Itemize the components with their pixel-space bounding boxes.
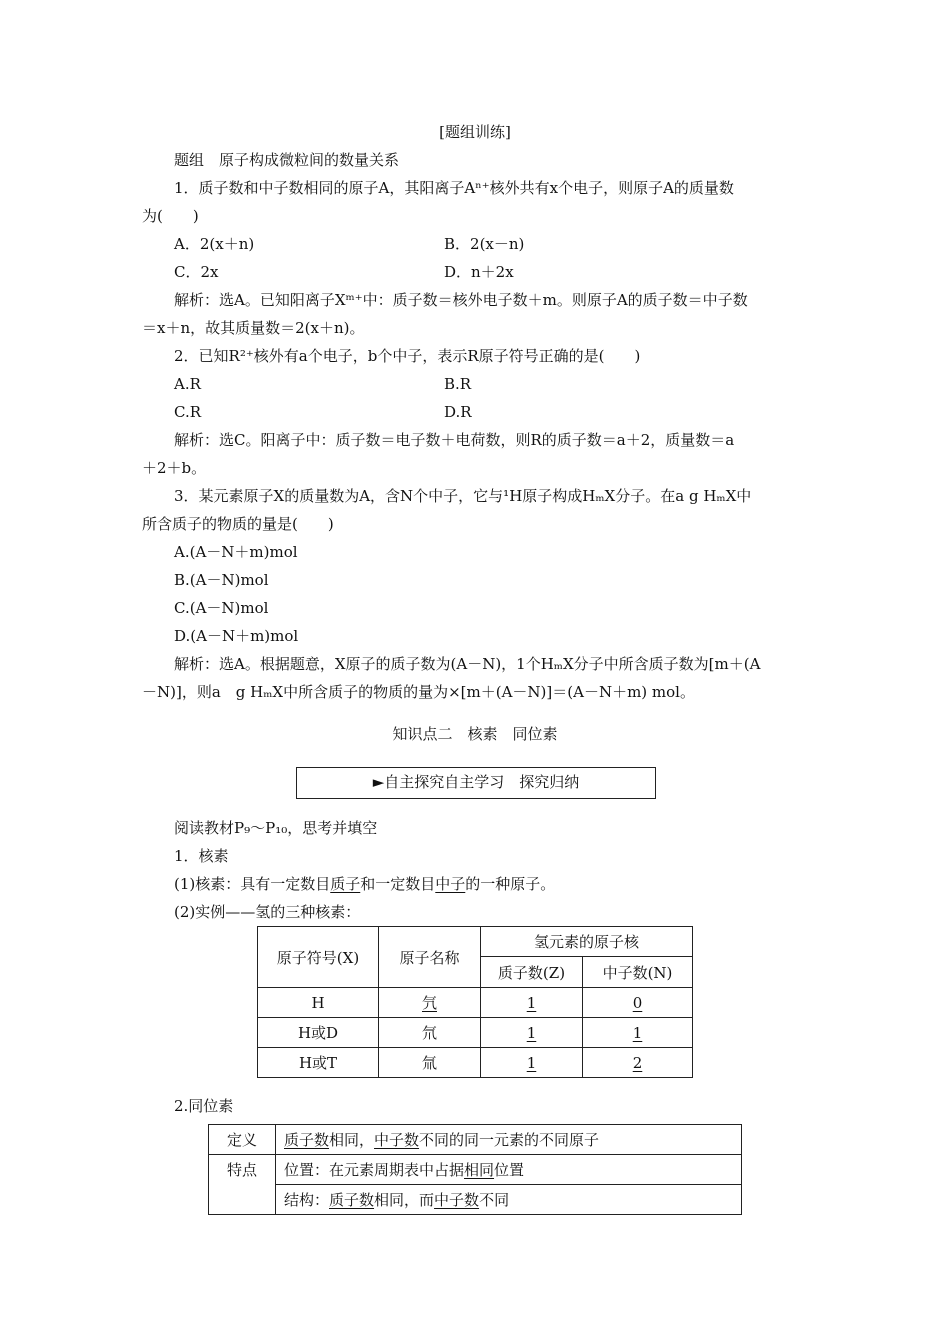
section2-title: 知识点二 核素 同位素 bbox=[392, 725, 558, 743]
cell-name: 氕 bbox=[421, 994, 437, 1012]
structure-middle: 相同，而 bbox=[374, 1191, 435, 1209]
blank-same: 相同 bbox=[464, 1161, 495, 1179]
group-title: 题组 原子构成微粒间的数量关系 bbox=[174, 151, 400, 169]
q1-option-b: B．2(x－n) bbox=[444, 235, 525, 253]
table-row bbox=[258, 988, 693, 1018]
cell-proton: 1 bbox=[526, 1053, 537, 1072]
position-suffix: 位置 bbox=[494, 1161, 525, 1179]
def-middle: 和一定数目 bbox=[360, 875, 436, 893]
q1-answer-line1: 解析：选A。已知阳离子Xᵐ⁺中：质子数＝核外电子数＋m。则原子A的质子数＝中子数 bbox=[174, 291, 748, 309]
q3-option-c: C.(A－N)mol bbox=[174, 599, 269, 617]
structure-prefix: 结构： bbox=[284, 1191, 330, 1209]
q2-answer-line2: ＋2＋b。 bbox=[142, 459, 207, 477]
blank-neutron-count: 中子数 bbox=[434, 1191, 480, 1209]
q3-stem-line1: 3．某元素原子X的质量数为A，含N个中子，它与¹H原子构成HₘX分子。在a g HₘX中 bbox=[174, 487, 752, 505]
section-heading-training: [题组训练] bbox=[439, 123, 511, 141]
example-label: (2)实例——氢的三种核素： bbox=[174, 903, 361, 921]
q1-stem-line2: 为( ) bbox=[142, 207, 199, 225]
cell-neutron: 0 bbox=[632, 993, 643, 1012]
hydrogen-nuclides-table bbox=[257, 926, 693, 1078]
blank-proton: 质子 bbox=[330, 875, 361, 893]
cell-proton: 1 bbox=[526, 993, 537, 1012]
blank-proton-count: 质子数 bbox=[284, 1131, 330, 1149]
header-nucleus-group: 氢元素的原子核 bbox=[481, 927, 693, 957]
q3-option-b: B.(A－N)mol bbox=[174, 571, 269, 589]
table-row bbox=[258, 1018, 693, 1048]
cell-proton: 1 bbox=[526, 1023, 537, 1042]
cell-symbol: H bbox=[258, 988, 379, 1018]
header-definition: 定义 bbox=[209, 1125, 276, 1155]
def-suffix: 的一种原子。 bbox=[465, 875, 556, 893]
q3-option-d: D.(A－N＋m)mol bbox=[174, 627, 299, 645]
q3-option-a: A.(A－N＋m)mol bbox=[174, 543, 298, 561]
q2-stem: 2．已知R²⁺核外有a个电子，b个中子，表示R原子符号正确的是( ) bbox=[174, 347, 641, 365]
feature-structure bbox=[276, 1185, 742, 1215]
structure-suffix: 不同 bbox=[479, 1191, 510, 1209]
header-name: 原子名称 bbox=[379, 927, 481, 988]
header-symbol: 原子符号(X) bbox=[258, 927, 379, 988]
cell-symbol: H或D bbox=[258, 1018, 379, 1048]
cell-name: 氚 bbox=[379, 1048, 481, 1078]
q3-answer-line1: 解析：选A。根据题意，X原子的质子数为(A－N)，1个HₘX分子中所含质子数为[m＋(A bbox=[174, 655, 761, 673]
q1-stem-line1: 1．质子数和中子数相同的原子A，其阳离子Aⁿ⁺核外共有x个电子，则原子A的质量数 bbox=[174, 179, 734, 197]
reading-instruction: 阅读教材P₉～P₁₀，思考并填空 bbox=[174, 819, 378, 837]
header-neutron-count: 中子数(N) bbox=[583, 957, 693, 988]
blank-neutron: 中子 bbox=[435, 875, 466, 893]
isotope-table bbox=[208, 1124, 742, 1215]
cell-neutron: 1 bbox=[632, 1023, 643, 1042]
table-row bbox=[258, 1048, 693, 1078]
isotope-definition bbox=[276, 1125, 742, 1155]
q2-option-c: C.R bbox=[174, 403, 202, 421]
def-prefix: (1)核素：具有一定数目 bbox=[174, 875, 331, 893]
text-different: 不同的同一元素的不同原子 bbox=[419, 1131, 600, 1149]
q1-answer-line2: ＝x＋n，故其质量数＝2(x＋n)。 bbox=[142, 319, 365, 337]
q3-stem-line2: 所含质子的物质的量是( ) bbox=[142, 515, 334, 533]
q2-option-b: B.R bbox=[444, 375, 472, 393]
q3-answer-line2: －N)]，则a g HₘX中所含质子的物质的量为×[m＋(A－N)]＝(A－N＋m) mol。 bbox=[142, 683, 695, 701]
nuclide-definition bbox=[174, 874, 555, 894]
item1-nuclide: 1．核素 bbox=[174, 847, 229, 865]
blank-neutron-count: 中子数 bbox=[374, 1131, 420, 1149]
blank-proton-count: 质子数 bbox=[329, 1191, 375, 1209]
q2-option-d: D.R bbox=[444, 403, 472, 421]
text-same: 相同， bbox=[329, 1131, 375, 1149]
self-study-banner: ►自主探究自主学习 探究归纳 bbox=[296, 767, 656, 799]
item2-isotope: 2.同位素 bbox=[174, 1097, 234, 1115]
q1-option-d: D．n＋2x bbox=[444, 263, 514, 281]
q1-option-c: C．2x bbox=[174, 263, 219, 281]
position-prefix: 位置：在元素周期表中占据 bbox=[284, 1161, 465, 1179]
cell-neutron: 2 bbox=[632, 1053, 643, 1072]
cell-name: 氘 bbox=[379, 1018, 481, 1048]
q2-answer-line1: 解析：选C。阳离子中：质子数＝电子数＋电荷数，则R的质子数＝a＋2，质量数＝a bbox=[174, 431, 735, 449]
header-proton-count: 质子数(Z) bbox=[481, 957, 583, 988]
q1-option-a: A．2(x＋n) bbox=[174, 235, 255, 253]
q2-option-a: A.R bbox=[174, 375, 201, 393]
cell-symbol: H或T bbox=[258, 1048, 379, 1078]
header-features: 特点 bbox=[209, 1155, 276, 1215]
feature-position bbox=[276, 1155, 742, 1185]
